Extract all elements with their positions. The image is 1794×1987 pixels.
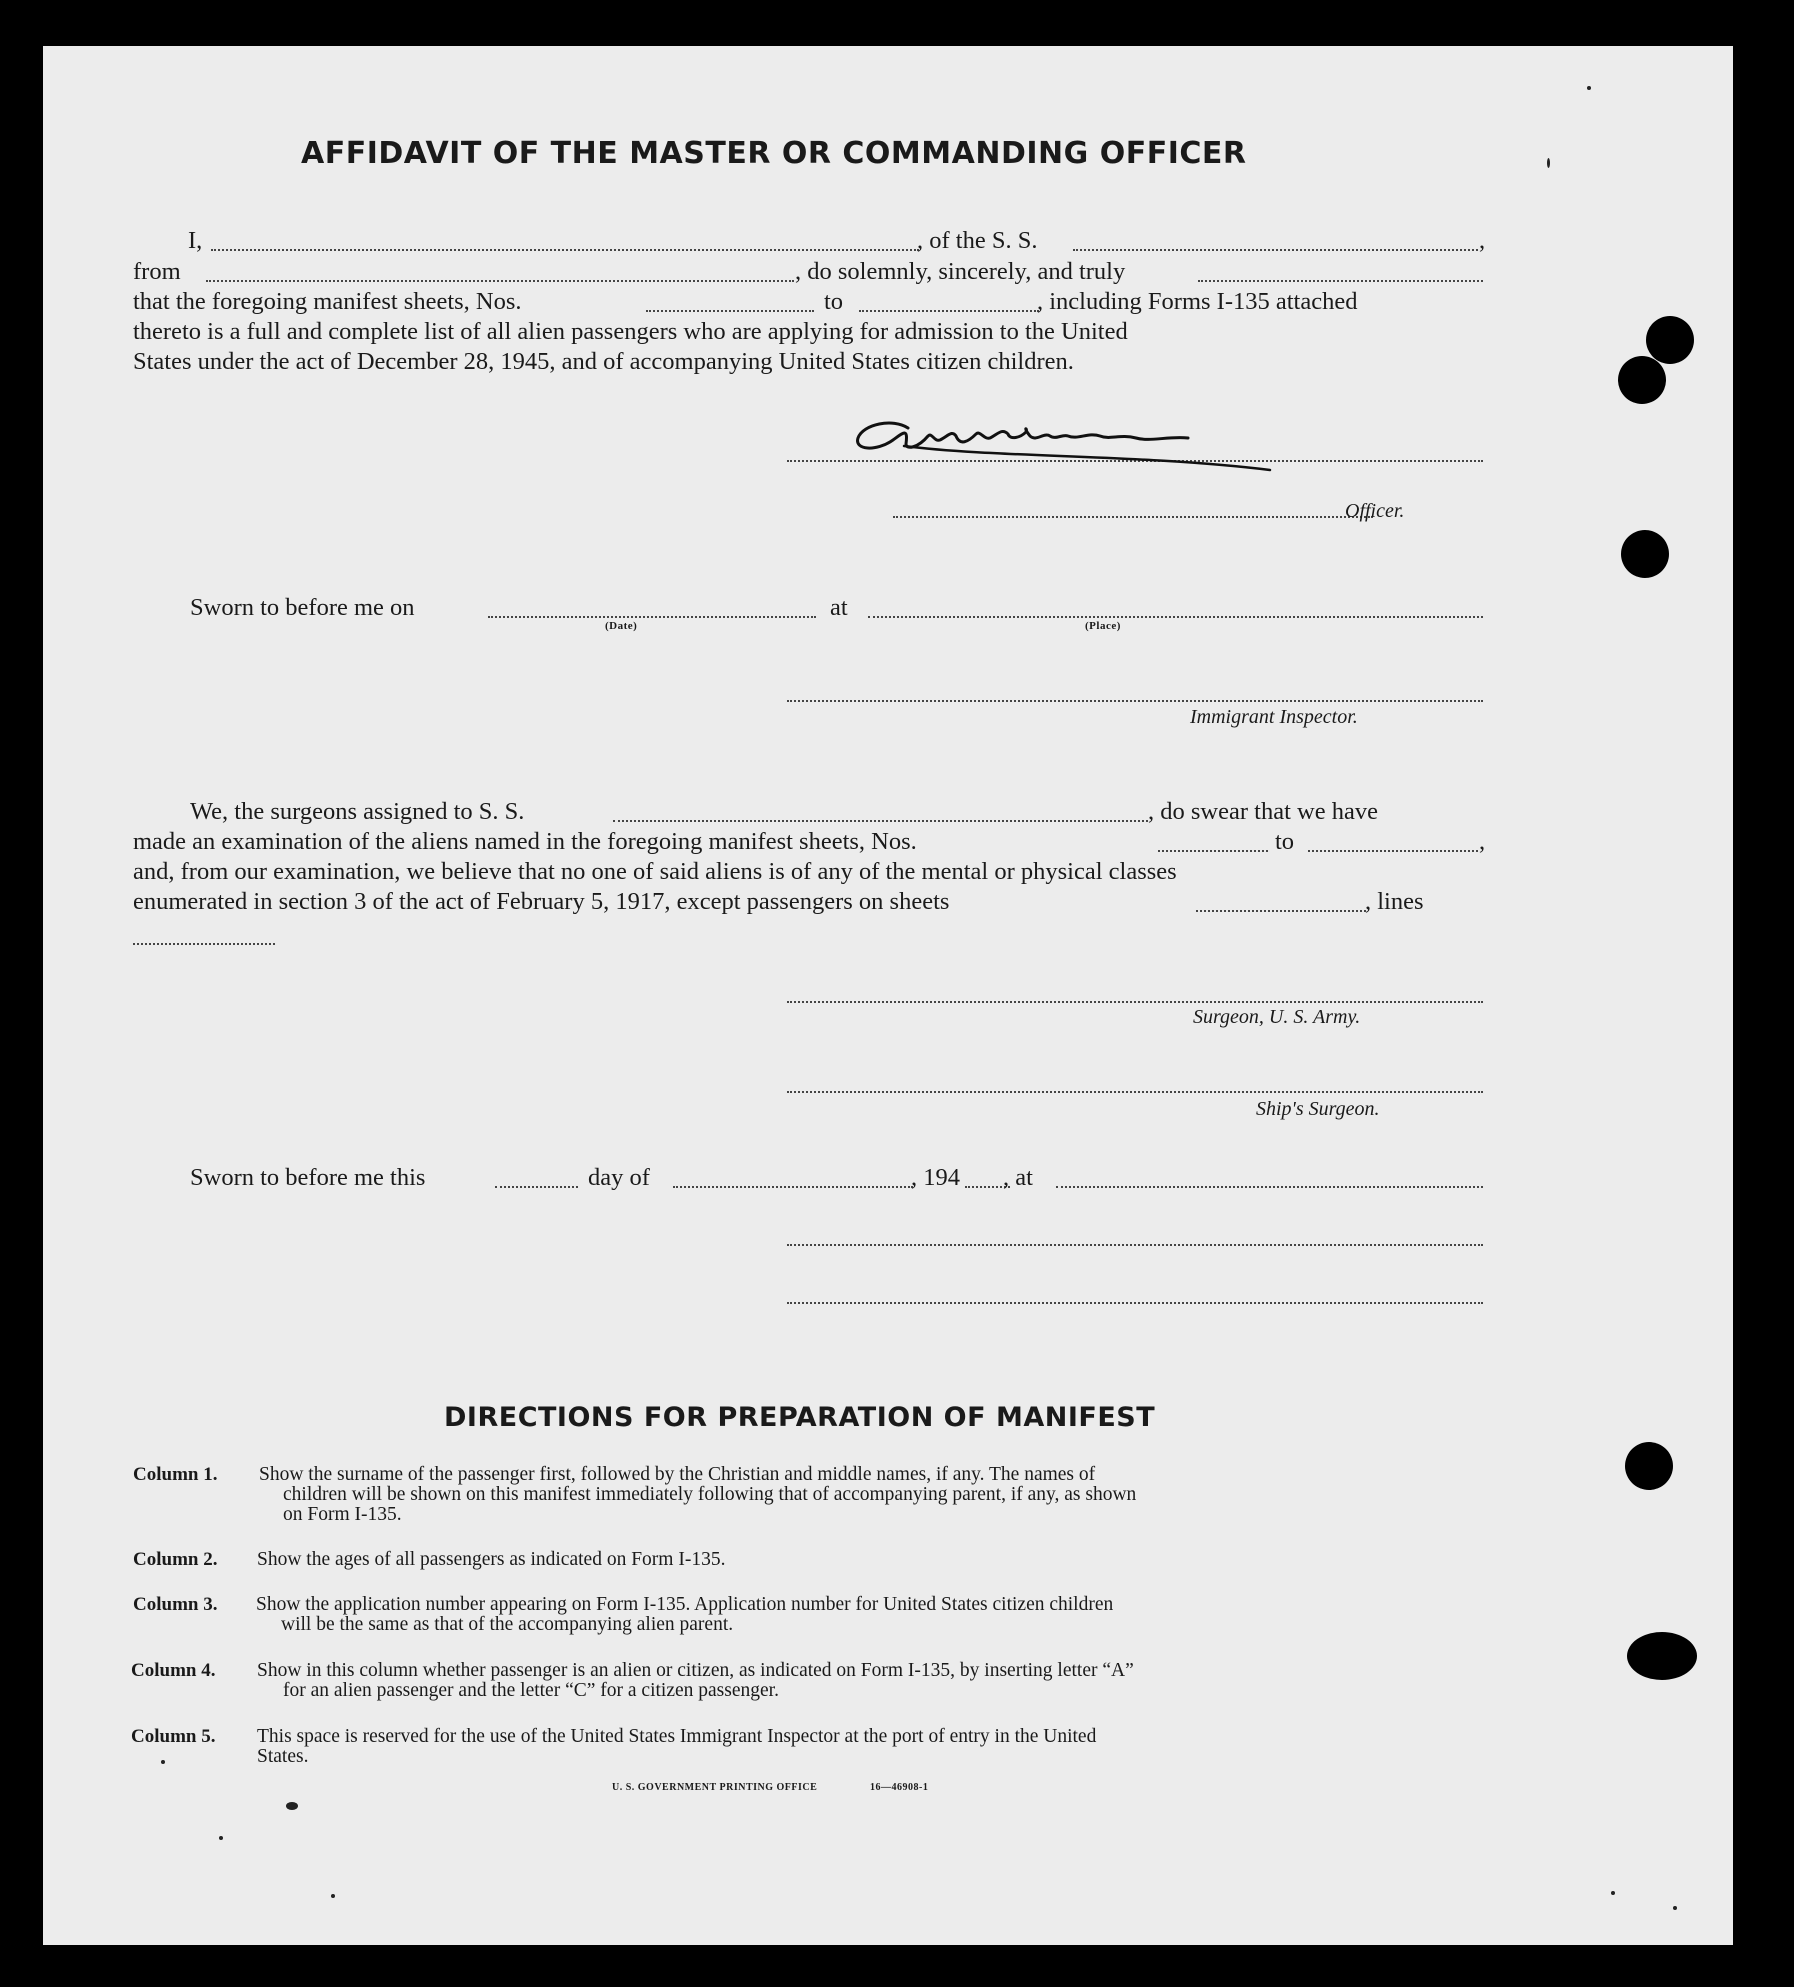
exam-sheet-to-field[interactable] xyxy=(1308,850,1478,852)
sworn-date-prefix: Sworn to before me on xyxy=(190,594,415,621)
binder-hole-1 xyxy=(1646,316,1694,364)
column-3-text-1: Show the application number appearing on Form I-135. Application number for United States citizen children xyxy=(256,1594,1114,1615)
affidavit-title: AFFIDAVIT OF THE MASTER OR COMMANDING OFFICER xyxy=(301,136,1247,171)
day-of-label: day of xyxy=(588,1164,650,1191)
binder-hole-4 xyxy=(1625,1442,1673,1490)
paper-speck xyxy=(286,1802,298,1810)
paper-speck xyxy=(1587,86,1591,90)
column-4-head: Column 4. xyxy=(131,1660,216,1681)
sheet-to-field[interactable] xyxy=(859,310,1039,312)
oath-field[interactable] xyxy=(1198,280,1483,282)
paper-speck xyxy=(161,1760,165,1764)
form-sheet xyxy=(43,46,1733,1945)
officer-handwritten-signature xyxy=(838,406,1298,506)
place-caption: (Place) xyxy=(1085,620,1121,632)
affidavit-line-3-to: to xyxy=(824,288,844,315)
paper-speck xyxy=(1547,158,1550,168)
column-3-head: Column 3. xyxy=(133,1594,218,1615)
exam-sheet-from-field[interactable] xyxy=(1158,850,1268,852)
sworn-at-label: at xyxy=(830,594,848,621)
signature-line-a[interactable] xyxy=(787,1244,1483,1246)
affidavit-line-1-start: I, xyxy=(188,227,203,254)
surgeons-line-2-to: to xyxy=(1275,828,1295,855)
column-2-text-1: Show the ages of all passengers as indicated on Form I-135. xyxy=(257,1549,726,1570)
affidavit-line-3-start: that the foregoing manifest sheets, Nos. xyxy=(133,288,522,315)
column-4-text-2: for an alien passenger and the letter “C” for a citizen passenger. xyxy=(283,1680,779,1701)
binder-hole-2 xyxy=(1618,356,1666,404)
sworn-place-field-2[interactable] xyxy=(1056,1186,1483,1188)
column-1-text-1: Show the surname of the passenger first, followed by the Christian and middle names, if any. The names of xyxy=(259,1464,1096,1485)
officer-label: Officer. xyxy=(1345,500,1405,522)
column-5-head: Column 5. xyxy=(131,1726,216,1747)
surgeons-line-1-end: , do swear that we have xyxy=(1148,798,1378,825)
inspector-signature-line[interactable] xyxy=(787,700,1483,702)
surgeons-line-2-end: , xyxy=(1479,828,1486,855)
column-5-text-2: States. xyxy=(257,1746,309,1767)
affidavit-line-1-mid: , of the S. S. xyxy=(917,227,1038,254)
army-surgeon-label: Surgeon, U. S. Army. xyxy=(1193,1006,1361,1028)
surgeons-line-3: and, from our examination, we believe that no one of said aliens is of any of the mental or physical classes xyxy=(133,858,1177,885)
affidavit-line-1-end: , xyxy=(1479,227,1486,254)
affidavit-line-4: thereto is a full and complete list of all alien passengers who are applying for admission to the United xyxy=(133,318,1128,345)
surgeons-line-1-start: We, the surgeons assigned to S. S. xyxy=(190,798,525,825)
except-sheets-field[interactable] xyxy=(1196,910,1366,912)
immigrant-inspector-label: Immigrant Inspector. xyxy=(1190,706,1358,728)
except-lines-field[interactable] xyxy=(133,943,275,945)
sworn-this-prefix: Sworn to before me this xyxy=(190,1164,426,1191)
printer-imprint: U. S. GOVERNMENT PRINTING OFFICE xyxy=(612,1782,818,1793)
sworn-at-label-2: , at xyxy=(1003,1164,1033,1191)
affidavit-line-5: States under the act of December 28, 1945, and of accompanying United States citizen children. xyxy=(133,348,1074,375)
officer-signature-line-2[interactable] xyxy=(893,516,1373,518)
from-port-field[interactable] xyxy=(206,280,794,282)
signature-line-b[interactable] xyxy=(787,1302,1483,1304)
army-surgeon-signature-line[interactable] xyxy=(787,1001,1483,1003)
sworn-month-field[interactable] xyxy=(673,1186,913,1188)
master-name-field[interactable] xyxy=(211,249,919,251)
paper-speck xyxy=(219,1836,223,1840)
column-4-text-1: Show in this column whether passenger is an alien or citizen, as indicated on Form I-135, by inserting letter “A” xyxy=(257,1660,1134,1681)
column-1-text-2: children will be shown on this manifest immediately following that of accompanying parent, if any, as shown xyxy=(283,1484,1137,1505)
column-5-text-1: This space is reserved for the use of the United States Immigrant Inspector at the port of entry in the United xyxy=(257,1726,1097,1747)
sheet-from-field[interactable] xyxy=(646,310,814,312)
affidavit-line-3-end: , including Forms I-135 attached xyxy=(1037,288,1358,315)
column-1-head: Column 1. xyxy=(133,1464,218,1485)
ship-surgeon-label: Ship's Surgeon. xyxy=(1256,1098,1380,1120)
surgeons-line-4-start: enumerated in section 3 of the act of February 5, 1917, except passengers on sheets xyxy=(133,888,950,915)
sworn-day-field[interactable] xyxy=(495,1186,578,1188)
column-3-text-2: will be the same as that of the accompanying alien parent. xyxy=(281,1614,734,1635)
paper-speck xyxy=(1611,1891,1615,1895)
year-prefix-label: , 194 xyxy=(911,1164,960,1191)
binder-hole-5 xyxy=(1627,1632,1697,1680)
paper-speck xyxy=(331,1894,335,1898)
affidavit-line-2-mid: , do solemnly, sincerely, and truly xyxy=(795,258,1126,285)
affidavit-line-2-start: from xyxy=(133,258,181,285)
ship-surgeon-signature-line[interactable] xyxy=(787,1091,1483,1093)
surgeons-line-2-start: made an examination of the aliens named in the foregoing manifest sheets, Nos. xyxy=(133,828,917,855)
surgeons-line-4-end: , lines xyxy=(1365,888,1424,915)
directions-title: DIRECTIONS FOR PREPARATION OF MANIFEST xyxy=(444,1402,1156,1433)
paper-speck xyxy=(1673,1906,1677,1910)
sworn-date-field[interactable] xyxy=(488,616,816,618)
ship-name-field[interactable] xyxy=(1073,249,1478,251)
form-code: 16—46908-1 xyxy=(870,1782,929,1793)
binder-hole-3 xyxy=(1621,530,1669,578)
column-1-text-3: on Form I-135. xyxy=(283,1504,402,1525)
column-2-head: Column 2. xyxy=(133,1549,218,1570)
sworn-place-field[interactable] xyxy=(868,616,1483,618)
surgeons-ship-field[interactable] xyxy=(613,820,1148,822)
date-caption: (Date) xyxy=(605,620,638,632)
